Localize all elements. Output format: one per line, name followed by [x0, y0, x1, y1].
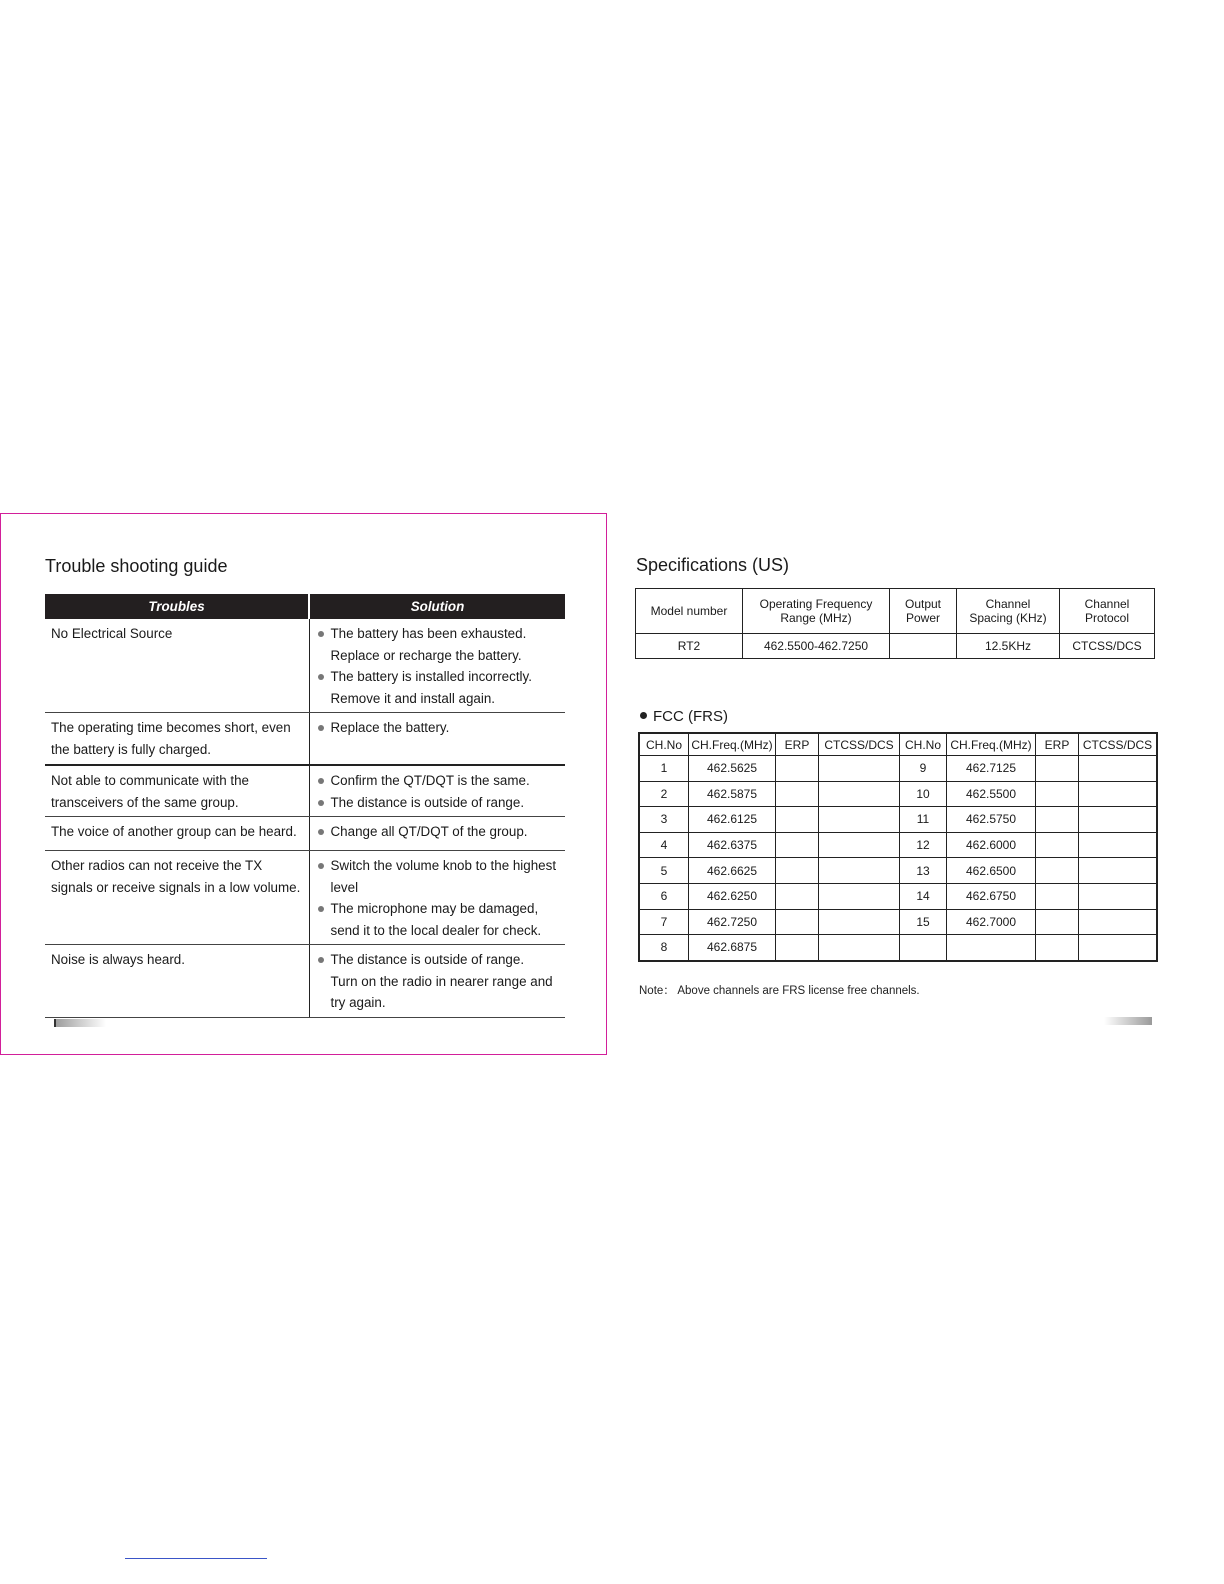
table-row — [639, 858, 1157, 884]
erp-cell — [1036, 909, 1079, 935]
erp-cell — [1036, 858, 1079, 884]
fcc-note: Note： Above channels are FRS license free channels. — [639, 985, 920, 997]
fcc-header-row — [639, 733, 1157, 756]
bullet-icon — [318, 829, 324, 835]
channel-number: 14 — [900, 883, 947, 909]
erp-cell — [776, 858, 819, 884]
solution-cell — [309, 713, 565, 766]
channel-frequency: 462.6750 — [947, 883, 1036, 909]
channel-number: 3 — [639, 807, 689, 833]
spec-data-row — [636, 634, 1155, 659]
ctcss-cell — [1079, 756, 1158, 782]
solution-item: Change all QT/DQT of the group. — [316, 821, 560, 843]
spec-header-row — [636, 589, 1155, 634]
bullet-icon — [318, 906, 324, 912]
solution-cell: Switch the volume knob to the highest level The microphone may be damaged, send it to the local dealer for check. — [309, 851, 565, 945]
spec-header-spacing: Channel Spacing (KHz) — [957, 589, 1060, 634]
spec-header-power: Output Power — [890, 589, 957, 634]
left-page — [0, 513, 607, 1055]
spec-frequency: 462.5500-462.7250 — [743, 634, 890, 659]
ctcss-cell — [1079, 883, 1158, 909]
troubleshooting-title: Trouble shooting guide — [45, 556, 228, 576]
channel-frequency: 462.7125 — [947, 756, 1036, 782]
channel-frequency: 462.6375 — [689, 832, 776, 858]
fcc-heading: FCC (FRS) — [640, 708, 728, 725]
solution-item: The battery is installed incorrectly. — [316, 666, 560, 688]
table-header-row — [45, 594, 565, 619]
channel-number: 5 — [639, 858, 689, 884]
trouble-cell: Not able to communicate with the transceivers of the same group. — [45, 765, 309, 817]
erp-cell — [776, 781, 819, 807]
solution-item: The battery has been exhausted. — [316, 623, 560, 645]
channel-number: 15 — [900, 909, 947, 935]
spec-model: RT2 — [636, 634, 743, 659]
ctcss-cell — [819, 909, 900, 935]
table-row — [45, 945, 565, 1018]
ctcss-cell — [819, 781, 900, 807]
channel-number: 7 — [639, 909, 689, 935]
ctcss-cell — [1079, 807, 1158, 833]
trouble-cell: Noise is always heard. — [45, 945, 309, 1018]
solution-header: Solution — [309, 594, 565, 619]
erp-cell — [776, 883, 819, 909]
table-row — [45, 619, 565, 713]
fcc-header-cell: CH.Freq.(MHz) — [947, 733, 1036, 756]
specifications-title: Specifications (US) — [636, 555, 790, 575]
spec-header-protocol: Channel Protocol — [1060, 589, 1155, 634]
ctcss-cell — [819, 883, 900, 909]
ctcss-cell — [819, 832, 900, 858]
bullet-icon — [318, 631, 324, 637]
table-row — [639, 807, 1157, 833]
solution-item: Switch the volume knob to the highest — [316, 855, 560, 877]
fcc-header-cell: CTCSS/DCS — [819, 733, 900, 756]
spec-protocol: CTCSS/DCS — [1060, 634, 1155, 659]
channel-number: 9 — [900, 756, 947, 782]
channel-frequency: 462.5750 — [947, 807, 1036, 833]
bullet-icon — [318, 957, 324, 963]
solution-cell: The distance is outside of range. Turn on the radio in nearer range and try again. — [309, 945, 565, 1018]
channel-frequency: 462.6125 — [689, 807, 776, 833]
channel-frequency: 462.5500 — [947, 781, 1036, 807]
table-row — [45, 817, 565, 851]
fcc-header-cell: ERP — [776, 733, 819, 756]
spec-power — [890, 634, 957, 659]
table-row — [45, 765, 565, 817]
footer-gradient-bar — [54, 1019, 106, 1027]
fcc-header-cell: ERP — [1036, 733, 1079, 756]
solution-cell: The battery has been exhausted. Replace or recharge the battery. The battery is installed incorrectly. Remove it and install again. — [309, 619, 565, 713]
footer-gradient-bar — [1104, 1017, 1152, 1025]
fcc-header-cell: CH.No — [900, 733, 947, 756]
ctcss-cell — [819, 935, 900, 961]
bullet-icon — [318, 725, 324, 731]
fcc-header-cell: CH.Freq.(MHz) — [689, 733, 776, 756]
channel-frequency: 462.7250 — [689, 909, 776, 935]
trouble-cell: No Electrical Source — [45, 619, 309, 713]
channel-number: 2 — [639, 781, 689, 807]
channel-number: 4 — [639, 832, 689, 858]
erp-cell — [776, 935, 819, 961]
erp-cell — [1036, 883, 1079, 909]
table-row — [639, 909, 1157, 935]
bullet-icon — [318, 778, 324, 784]
specifications-table — [635, 588, 1155, 659]
solution-item: The microphone may be damaged, — [316, 898, 560, 920]
bullet-icon — [318, 863, 324, 869]
channel-number: 8 — [639, 935, 689, 961]
solution-item: Confirm the QT/DQT is the same. — [316, 770, 560, 792]
trouble-cell: Other radios can not receive the TX signals or receive signals in a low volume. — [45, 851, 309, 945]
troubleshooting-table — [45, 594, 565, 1018]
channel-frequency: 462.6875 — [689, 935, 776, 961]
table-row — [45, 713, 565, 766]
channel-frequency: 462.5625 — [689, 756, 776, 782]
solution-item: Replace the battery. — [316, 717, 560, 739]
channel-number: 10 — [900, 781, 947, 807]
erp-cell — [1036, 832, 1079, 858]
erp-cell — [776, 832, 819, 858]
erp-cell — [1036, 807, 1079, 833]
solution-item: The distance is outside of range. — [316, 792, 560, 814]
ctcss-cell — [1079, 909, 1158, 935]
bullet-icon — [640, 712, 647, 719]
solution-cell — [309, 765, 565, 817]
channel-frequency: 462.6000 — [947, 832, 1036, 858]
ctcss-cell — [819, 858, 900, 884]
channel-frequency — [947, 935, 1036, 961]
erp-cell — [776, 909, 819, 935]
channel-frequency: 462.6625 — [689, 858, 776, 884]
channel-frequency: 462.5875 — [689, 781, 776, 807]
channel-number — [900, 935, 947, 961]
table-row — [639, 781, 1157, 807]
channel-frequency: 462.6250 — [689, 883, 776, 909]
ctcss-cell — [819, 756, 900, 782]
erp-cell — [776, 807, 819, 833]
fcc-header-cell: CH.No — [639, 733, 689, 756]
trouble-cell: The voice of another group can be heard. — [45, 817, 309, 851]
footer-tick — [54, 1019, 56, 1027]
solution-cell — [309, 817, 565, 851]
channel-number: 12 — [900, 832, 947, 858]
link-underline — [125, 1558, 267, 1559]
channel-number: 13 — [900, 858, 947, 884]
troubles-header: Troubles — [45, 594, 309, 619]
erp-cell — [1036, 781, 1079, 807]
channel-number: 11 — [900, 807, 947, 833]
channel-frequency: 462.6500 — [947, 858, 1036, 884]
channel-number: 1 — [639, 756, 689, 782]
bullet-icon — [318, 674, 324, 680]
ctcss-cell — [1079, 832, 1158, 858]
ctcss-cell — [1079, 781, 1158, 807]
erp-cell — [1036, 935, 1079, 961]
bullet-icon — [318, 800, 324, 806]
trouble-cell: The operating time becomes short, even the battery is fully charged. — [45, 713, 309, 766]
fcc-channel-table — [638, 732, 1158, 962]
solution-item: The distance is outside of range. — [316, 949, 560, 971]
channel-number: 6 — [639, 883, 689, 909]
spec-header-frequency: Operating Frequency Range (MHz) — [743, 589, 890, 634]
table-row — [45, 851, 565, 945]
ctcss-cell — [819, 807, 900, 833]
erp-cell — [776, 756, 819, 782]
spec-spacing: 12.5KHz — [957, 634, 1060, 659]
table-row — [639, 832, 1157, 858]
erp-cell — [1036, 756, 1079, 782]
ctcss-cell — [1079, 858, 1158, 884]
channel-frequency: 462.7000 — [947, 909, 1036, 935]
spec-header-model: Model number — [636, 589, 743, 634]
fcc-header-cell: CTCSS/DCS — [1079, 733, 1158, 756]
table-row — [639, 883, 1157, 909]
table-row — [639, 935, 1157, 961]
ctcss-cell — [1079, 935, 1158, 961]
table-row — [639, 756, 1157, 782]
